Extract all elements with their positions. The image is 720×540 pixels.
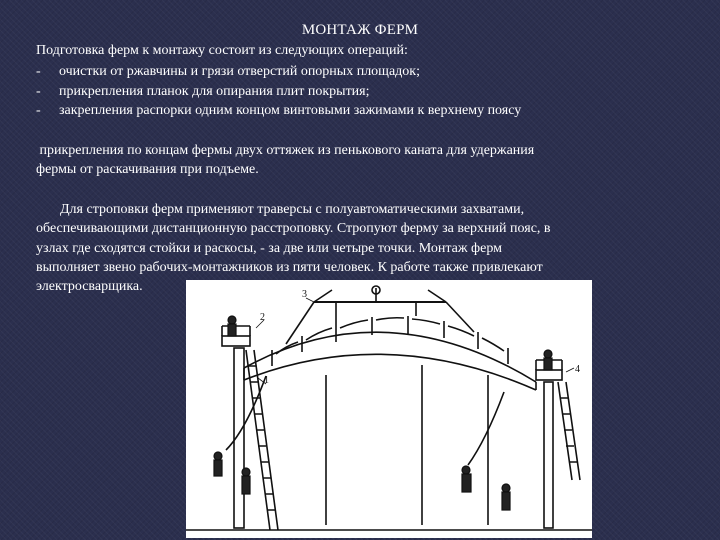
truss-top-chord	[244, 332, 536, 382]
paragraph-1-line-2: фермы от раскачивания при подъеме.	[36, 162, 259, 177]
paragraph-2-line-5: электросварщика.	[36, 279, 143, 294]
callout-label-2: 2	[260, 312, 265, 323]
callout-label-4: 4	[575, 364, 580, 375]
bullet-marker: -	[36, 84, 41, 99]
bullet-item-3: закрепления распорки одним концом винтовыми зажимами к верхнему поясу	[59, 103, 522, 118]
right-guy-rope	[468, 392, 504, 465]
right-column	[544, 382, 553, 528]
truss-installation-illustration	[186, 280, 592, 538]
bullet-item-2: прикрепления планок для опирания плит покрытия;	[59, 84, 370, 99]
callout-label-1: 1	[264, 375, 269, 386]
paragraph-2-line-3: узлах где сходятся стойки и раскосы, - за две или четыре точки. Монтаж ферм	[36, 241, 502, 256]
bullet-marker: -	[36, 103, 41, 118]
left-guy-rope	[226, 376, 266, 450]
callout-label-3: 3	[302, 289, 307, 300]
paragraph-2-line-4: выполняет звено рабочих-монтажников из пяти человек. К работе также привлекают	[36, 260, 543, 275]
paragraph-1-line-1: прикрепления по концам фермы двух оттяжек из пенькового каната для удержания	[36, 143, 535, 158]
paragraph-2-line-1: Для строповки ферм применяют траверсы с полуавтоматическими захватами,	[60, 202, 525, 217]
truss-drawing	[186, 280, 592, 538]
slide-title: МОНТАЖ ФЕРМ	[301, 22, 419, 38]
intro-text: Подготовка ферм к монтажу состоит из следующих операций:	[36, 43, 408, 58]
paragraph-2-line-2: обеспечивающими дистанционную расстроповку. Стропуют ферму за верхний пояс, в	[36, 221, 551, 236]
bullet-item-1: очистки от ржавчины и грязи отверстий опорных площадок;	[59, 64, 420, 79]
truss-bottom-chord	[244, 354, 536, 390]
bullet-marker: -	[36, 64, 41, 79]
